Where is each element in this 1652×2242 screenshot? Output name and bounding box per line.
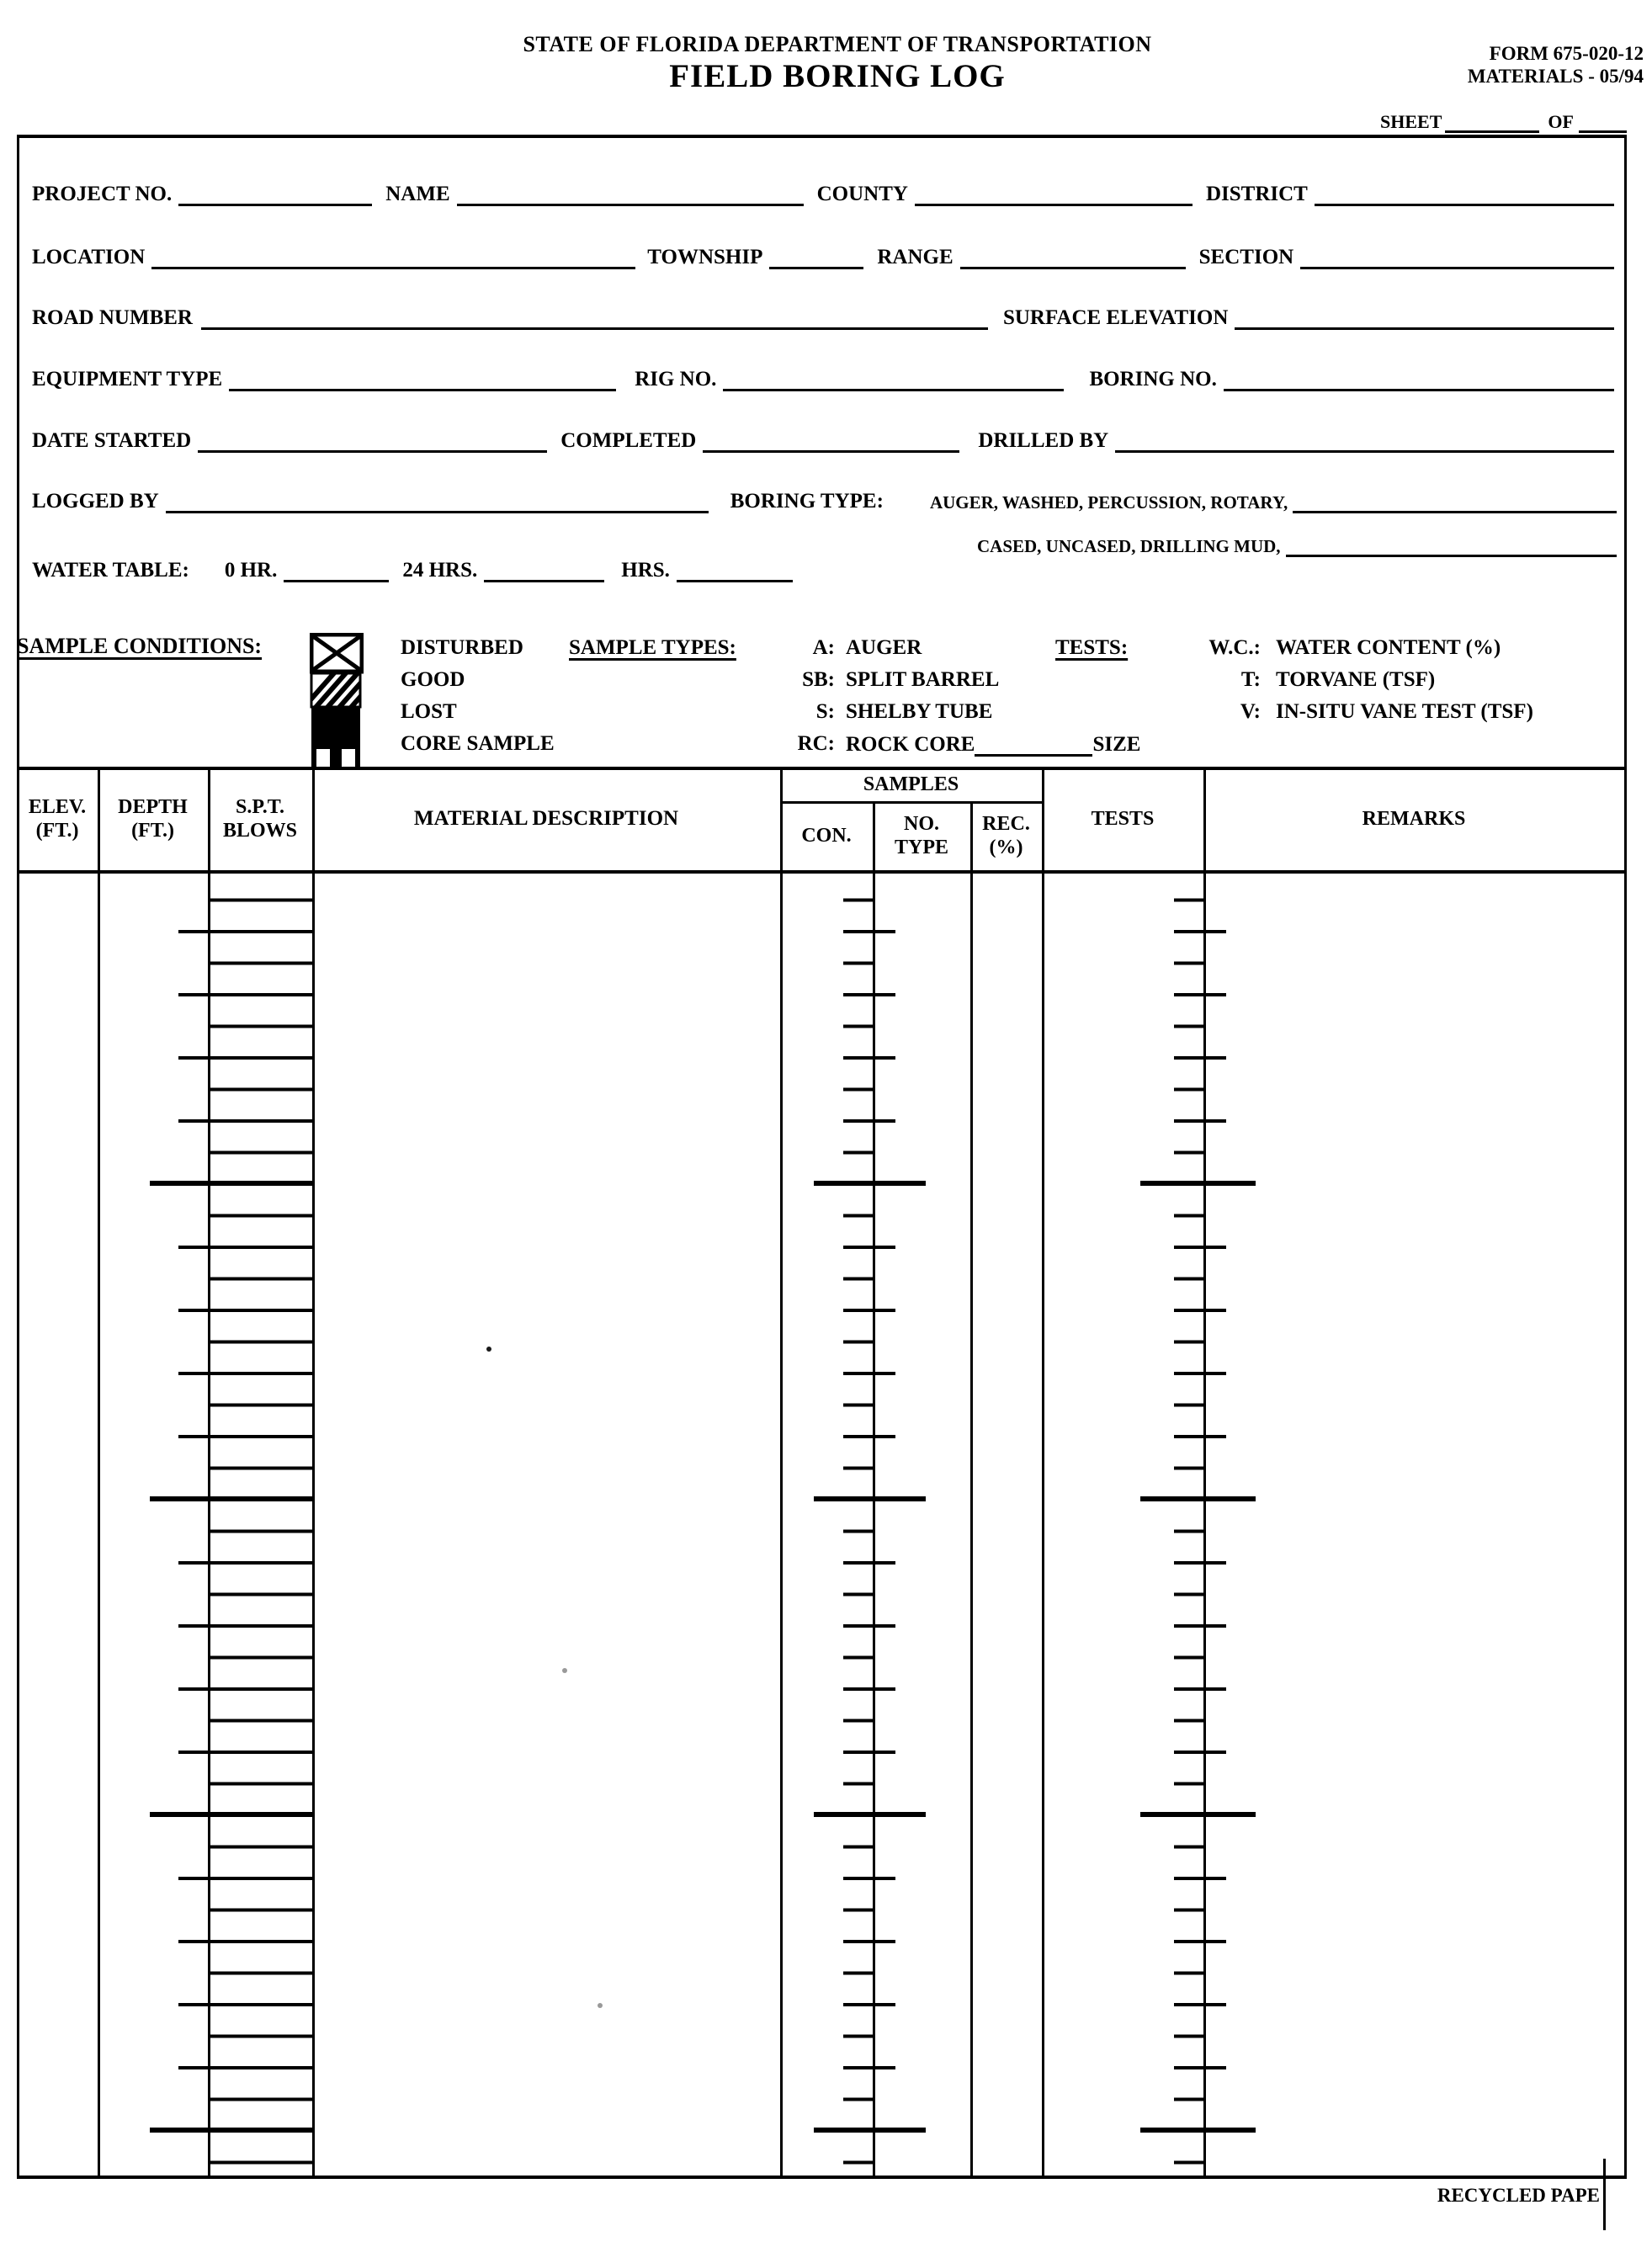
form-box-right-border [1624,135,1627,767]
rock-core-row [846,725,1182,757]
rec-header-line2: (%) [989,837,1023,858]
material-description-header [315,770,778,868]
test-vane-label: IN-SITU VANE TEST (TSF) [1276,700,1533,723]
disturbed-swatch-icon [311,635,362,672]
date-started-label: DATE STARTED [32,429,192,452]
scan-speck [562,1668,567,1673]
elev-header [19,770,95,868]
completed-input[interactable] [703,442,959,453]
township-input[interactable] [769,258,863,269]
spt-blows-rung-ladder [210,870,312,2168]
con-header-label: CON. [801,824,852,847]
tests-major-marks [1140,870,1256,2133]
footer-edge-line [1603,2159,1606,2230]
test-wc-label: WATER CONTENT (%) [1276,636,1501,659]
condition-good-label: GOOD [401,668,465,691]
row-logged [32,480,1617,513]
remarks-header [1206,770,1622,868]
scan-speck [486,1347,491,1352]
size-label: SIZE [1092,733,1141,756]
rec-header [973,804,1039,868]
sample-condition-swatches [310,633,364,769]
district-label: DISTRICT [1205,183,1308,205]
depth-header-line2: (FT.) [131,820,174,842]
row-project [32,173,1614,206]
boring-type-label: BORING TYPE: [730,490,884,513]
form-box-left-border [17,135,19,767]
samples-group-header-label: SAMPLES [863,773,959,795]
test-code-vane: V: [1240,700,1261,723]
elev-header-line2: (FT.) [35,820,79,842]
core-sample-swatch-icon [311,739,360,769]
township-label: TOWNSHIP [647,246,763,268]
spt-header-line1: S.P.T. [235,795,285,818]
depth-header-line1: DEPTH [118,795,188,818]
drilled-by-input[interactable] [1115,442,1614,453]
agency-title: STATE OF FLORIDA DEPARTMENT OF TRANSPORTATION [523,32,1152,56]
tests-legend-label: TESTS: [1055,636,1129,659]
con-ruler-left-ticks [843,870,873,2168]
water-hrs-label: HRS. [621,559,670,582]
no-type-header-line1: NO. [904,812,939,835]
table-bottom-border [17,2176,1627,2179]
water-0hr-input[interactable] [284,571,389,582]
rig-no-input[interactable] [723,380,1064,391]
water-24hrs-label: 24 HRS. [402,559,478,582]
depth-spt-border [208,767,210,2179]
logged-by-input[interactable] [166,502,709,513]
form-box-top-border [17,135,1627,138]
completed-label: COMPLETED [560,429,697,452]
condition-core-sample-label: CORE SAMPLE [401,732,555,755]
row-location [32,236,1614,269]
condition-lost-label: LOST [401,700,457,723]
row-boring-type-2 [977,529,1617,557]
row-dates [32,419,1614,453]
drilled-by-label: DRILLED BY [978,429,1109,452]
sheet-total-input[interactable] [1579,122,1627,133]
boring-type-options-2: CASED, UNCASED, DRILLING MUD, [977,536,1281,557]
boring-type-input-1[interactable] [1293,502,1617,513]
elev-depth-border [98,767,100,2179]
rock-core-size-input[interactable] [975,746,1092,757]
scan-speck [598,2003,603,2008]
tests-remarks-border-ruler [1203,767,1206,2179]
condition-disturbed-label: DISTURBED [401,636,523,659]
no-type-header [875,804,968,868]
county-label: COUNTY [816,183,908,205]
surface-elevation-input[interactable] [1235,319,1614,330]
range-label: RANGE [877,246,953,268]
water-0hr-label: 0 HR. [224,559,278,582]
type-code-shelby: S: [815,700,835,723]
type-rock-core-label: ROCK CORE [846,733,975,756]
type-auger-label: AUGER [846,636,922,659]
good-swatch-icon [310,668,364,710]
rec-header-line1: REC. [982,812,1030,835]
project-no-input[interactable] [178,195,372,206]
table-header-bottom-border [17,870,1627,874]
road-number-label: ROAD NUMBER [32,306,193,329]
con-header [783,804,870,868]
table-left-border [17,767,19,2179]
location-label: LOCATION [32,246,146,268]
county-input[interactable] [915,195,1193,206]
con-notype-border-ruler [873,801,875,2179]
type-code-rock-core: RC: [797,732,835,755]
type-split-barrel-label: SPLIT BARREL [846,668,1000,691]
form-number-block [1468,42,1644,88]
surface-elevation-label: SURFACE ELEVATION [1002,306,1229,329]
location-input[interactable] [151,258,635,269]
notype-rec-border [970,801,973,2179]
boring-no-input[interactable] [1224,380,1614,391]
page-title: FIELD BORING LOG [669,58,1006,94]
district-input[interactable] [1315,195,1614,206]
row-water-table [32,549,886,582]
test-code-torvane: T: [1240,668,1261,691]
tests-ruler-right-ticks [1206,870,1226,2133]
elev-header-line1: ELEV. [28,795,87,818]
rig-no-label: RIG NO. [635,368,717,390]
boring-type-options-1: AUGER, WASHED, PERCUSSION, ROTARY, [929,492,1288,513]
sheet-label: SHEET [1380,111,1442,133]
name-input[interactable] [457,195,804,206]
rec-tests-border [1042,767,1044,2179]
sheet-of-row [1380,103,1627,133]
logged-by-label: LOGGED BY [32,490,159,513]
section-input[interactable] [1300,258,1614,269]
recycled-paper-note: RECYCLED PAPE [1437,2185,1600,2206]
water-24hrs-input[interactable] [484,571,604,582]
tests-header-label: TESTS [1091,807,1155,830]
boring-no-label: BORING NO. [1089,368,1217,390]
material-description-header-label: MATERIAL DESCRIPTION [413,807,679,831]
con-major-marks [814,870,926,2133]
masthead [353,32,1321,96]
material-samples-border [780,767,783,2179]
boring-type-input-2[interactable] [1286,546,1617,557]
equipment-type-input[interactable] [229,380,616,391]
sheet-input[interactable] [1445,122,1539,133]
depth-major-marks [150,870,312,2133]
depth-header [100,770,205,868]
form-number: FORM 675-020-12 [1489,43,1644,64]
type-code-auger: A: [812,636,835,659]
spt-header [210,770,310,868]
of-label: OF [1548,111,1574,133]
table-right-border [1624,767,1627,2179]
depth-scale-ticks [178,870,208,2133]
row-equipment [32,358,1614,391]
sample-conditions-label: SAMPLE CONDITIONS: [17,634,263,658]
name-label: NAME [385,183,450,205]
sample-types-label: SAMPLE TYPES: [569,636,736,659]
samples-group-header [783,768,1039,800]
road-number-input[interactable] [201,319,988,330]
no-type-header-line2: TYPE [894,837,948,858]
tests-ruler-left-ticks [1174,870,1203,2168]
spt-material-border [312,767,315,2179]
con-ruler-right-ticks [875,870,895,2133]
range-input[interactable] [960,258,1186,269]
tests-header [1044,770,1201,868]
water-hrs-input[interactable] [677,571,793,582]
equipment-type-label: EQUIPMENT TYPE [32,368,223,390]
date-started-input[interactable] [198,442,547,453]
spt-header-line2: BLOWS [222,820,298,842]
type-code-split-barrel: SB: [802,668,835,691]
test-code-wc: W.C.: [1208,636,1261,659]
project-no-label: PROJECT NO. [32,183,173,205]
lost-swatch-icon [311,707,360,739]
test-torvane-label: TORVANE (TSF) [1276,668,1436,691]
type-shelby-label: SHELBY TUBE [846,700,993,723]
water-table-label: WATER TABLE: [32,559,189,582]
section-label: SECTION [1198,246,1294,268]
row-road [32,296,1614,330]
remarks-header-label: REMARKS [1362,807,1466,830]
form-revision: MATERIALS - 05/94 [1467,66,1644,87]
